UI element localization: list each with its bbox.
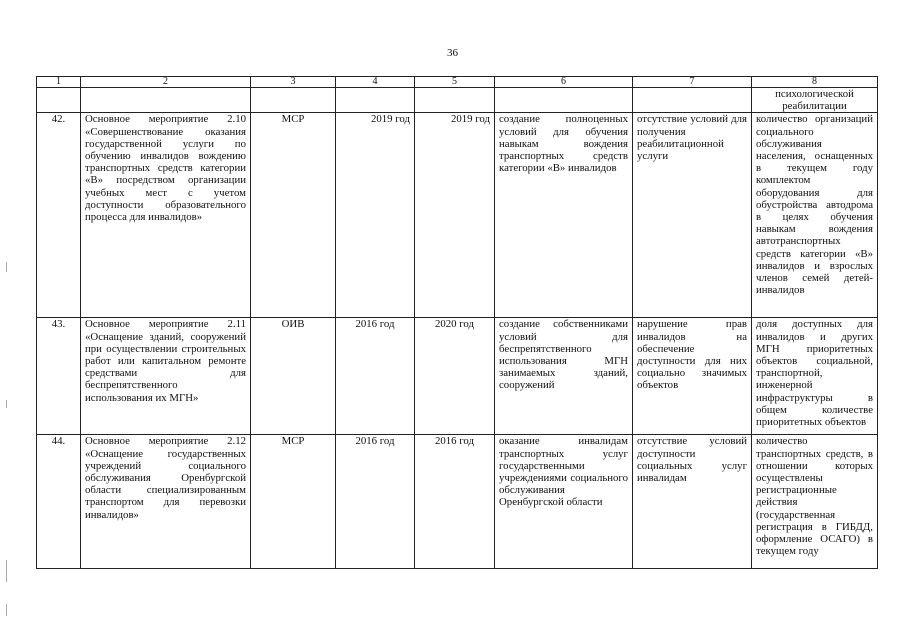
column-header: 5 bbox=[415, 77, 495, 88]
page-edge-marks bbox=[6, 0, 12, 640]
measure-title: Основное мероприятие 2.12 «Оснащение государственных учреждений социального обслуживания Оренбургской области специализированным транспортом для перевозки инвалидов» bbox=[81, 435, 251, 569]
expected-result: создание собственниками условий для беспрепятственного использования МГН занимаемых зданий, сооружений bbox=[495, 318, 633, 435]
table-row bbox=[37, 318, 878, 435]
column-header: 2 bbox=[81, 77, 251, 88]
row-number: 43. bbox=[37, 318, 81, 435]
edge-mark bbox=[6, 560, 7, 582]
indicator: количество транспортных средств, в отношении которых осуществлены регистрационные действия (государственная регистрация в ГИБДД, оформление ОСАГО) в текущем году bbox=[752, 435, 878, 569]
row-number: 44. bbox=[37, 435, 81, 569]
start-year: 2016 год bbox=[336, 435, 415, 569]
expected-result: оказание инвалидам транспортных услуг государственными учреждениями социального обслуживания Оренбургской области bbox=[495, 435, 633, 569]
measure-title: Основное мероприятие 2.10 «Совершенствование оказания государственной услуги по обучению инвалидов вождению транспортных средств категории «В» посредством организации учебных мест с учетом доступности образовательного процесса для инвалидов» bbox=[81, 113, 251, 318]
table-row bbox=[37, 113, 878, 318]
consequence: отсутствие условий для получения реабилитационной услуги bbox=[633, 113, 752, 318]
end-year: 2016 год bbox=[415, 435, 495, 569]
executor: МСР bbox=[251, 113, 336, 318]
end-year: 2019 год bbox=[415, 113, 495, 318]
start-year: 2019 год bbox=[336, 113, 415, 318]
indicator: количество организаций социального обслуживания населения, оснащенных в текущем году комплектом оборудования для обустройства автодрома в целях обучения навыкам вождения автотранспортных средств категории «В» инвалидов и взрослых членов семей детей-инвалидов bbox=[752, 113, 878, 318]
table-row bbox=[37, 435, 878, 569]
measures-table bbox=[36, 76, 878, 569]
edge-mark bbox=[6, 262, 7, 272]
executor: ОИВ bbox=[251, 318, 336, 435]
column-header: 4 bbox=[336, 77, 415, 88]
expected-result: создание полноценных условий для обучения навыкам вождения транспортных средств категории «В» инвалидов bbox=[495, 113, 633, 318]
measure-title: Основное мероприятие 2.11 «Оснащение зданий, сооружений при осуществлении строительных работ или капитальном ремонте средствами для беспрепятственного использования их МГН» bbox=[81, 318, 251, 435]
start-year: 2016 год bbox=[336, 318, 415, 435]
column-header: 8 bbox=[752, 77, 878, 88]
indicator: доля доступных для инвалидов и других МГН приоритетных объектов социальной, транспортной, инженерной инфраструктуры в общем количестве приоритетных объектов bbox=[752, 318, 878, 435]
end-year: 2020 год bbox=[415, 318, 495, 435]
column-header: 6 bbox=[495, 77, 633, 88]
continuation-cell: психологической реабилитации bbox=[752, 88, 878, 113]
row-number: 42. bbox=[37, 113, 81, 318]
page-number: 36 bbox=[447, 47, 458, 59]
column-header: 7 bbox=[633, 77, 752, 88]
header-row bbox=[37, 77, 878, 88]
column-header: 3 bbox=[251, 77, 336, 88]
edge-mark bbox=[6, 604, 7, 616]
column-header: 1 bbox=[37, 77, 81, 88]
consequence: нарушение прав инвалидов на обеспечение доступности для них социально значимых объектов bbox=[633, 318, 752, 435]
consequence: отсутствие условий доступности социальных услуг инвалидам bbox=[633, 435, 752, 569]
table-row-continuation bbox=[37, 88, 878, 113]
executor: МСР bbox=[251, 435, 336, 569]
edge-mark bbox=[6, 400, 7, 408]
